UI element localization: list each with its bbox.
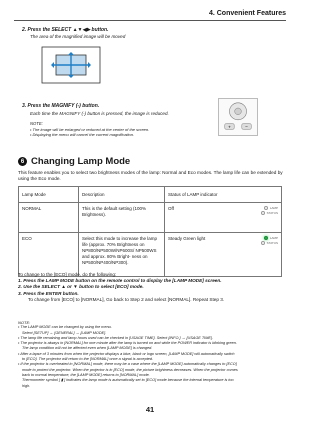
status-led-icon	[261, 241, 265, 245]
magnified-area-diagram	[34, 44, 108, 86]
lamp-led-icon	[264, 206, 268, 210]
note-item: The lamp condition will not be affected even when [LAMP MODE] is changed.	[22, 346, 153, 351]
step-2-title: 2. Press the SELECT ▲▼◀▶ button.	[22, 27, 109, 33]
magnify-plus-label: +	[228, 125, 231, 131]
procedure-block	[18, 272, 288, 303]
column-header: Lamp Mode	[19, 187, 79, 203]
procedure-step-2: 2. Use the SELECT ▲ or ▼ button to select [ECO] mode.	[18, 284, 144, 290]
procedure-step-3: 3. Press the ENTER button.	[18, 290, 79, 296]
lamp-mode-notes	[18, 320, 284, 389]
section-number-badge: 6	[18, 157, 27, 166]
note-item: • The projector is always in [NORMAL] for one minute after the lamp is turned on and while the POWER indicator is blinking green.	[18, 341, 237, 346]
note-item: • The image will be enlarged or reduced at the center of the screen.	[30, 126, 150, 132]
note-item: mode to protect the projector. When the projector is in [ECO] mode, the picture brightness decreases. When the projector comes	[22, 367, 238, 372]
description-cell: This is the default setting (100% Brightness).	[79, 203, 165, 233]
description-cell: Select this mode to increase the lamp life (approx. 70% Brightness on NP800/NP500W/NP600S/ NP500WS and approx. 80% Bright- ness on NP500/NP400/NP300).	[79, 233, 165, 277]
status-text: Steady Green light	[168, 235, 206, 241]
lamp-label: LAMP	[269, 205, 278, 210]
note-heading: NOTE:	[18, 320, 31, 325]
status-cell	[165, 233, 282, 277]
note-item: • The LAMP MODE can be changed by using the menu.	[18, 325, 112, 330]
status-led-icon	[261, 211, 265, 215]
status-cell	[165, 203, 282, 233]
note-item: • The lamp life remaining and lamp hours used can be checked in [USAGE TIME]. Select [INFO.] → [USAGE TIME].	[18, 335, 214, 340]
note-item: back to normal temperature, the [LAMP MODE] returns to [NORMAL] mode.	[22, 372, 150, 377]
table-row	[19, 233, 282, 277]
magnify-note	[30, 121, 200, 138]
step-2-description: The area of the magnified image will be moved	[30, 34, 126, 39]
page-number: 41	[145, 405, 155, 414]
lamp-indicator-green	[261, 236, 278, 245]
procedure-intro: To change to the [ECO] mode, do the following:	[18, 272, 117, 277]
note-item: to [ECO]. The projector will return to the [NORMAL] once a signal is accepted.	[22, 357, 154, 362]
note-item: high.	[22, 383, 31, 388]
status-text: Off	[168, 205, 174, 211]
section-heading	[18, 156, 130, 167]
note-item: Thermometer symbol [ ▮ ] indicates the lamp mode is automatically set to [ECO] mode because the internal temperature is too	[22, 378, 234, 383]
status-label: STATUS	[266, 240, 278, 245]
note-item: • Displaying the menu will cancel the current magnification.	[30, 132, 135, 138]
step-3-description: Each time the MAGNIFY (-) button is pressed, the image is reduced.	[30, 111, 169, 116]
lamp-mode-table	[18, 186, 282, 277]
section-title: Changing Lamp Mode	[31, 156, 131, 167]
note-item: Select [SETUP] → [GENERAL] → [LAMP MODE].	[22, 330, 107, 335]
table-row	[19, 203, 282, 233]
table-header-row	[19, 187, 282, 203]
note-item: • After a lapse of 3 minutes from when the projector displays a blue, black or logo screen, [LAMP MODE] will automatically switch	[18, 351, 235, 356]
section-intro: This feature enables you to select two brightness modes of the lamp: Normal and Eco modes. The lamp life can be extended by using the Eco mode.	[18, 170, 283, 182]
lamp-indicator-off	[261, 206, 278, 215]
note-heading: NOTE:	[30, 121, 43, 126]
lamp-led-icon	[264, 236, 268, 240]
status-label: STATUS	[266, 210, 278, 215]
step-3-title: 3. Press the MAGNIFY (-) button.	[22, 103, 100, 109]
note-item: • If the projector is overheated in [NORMAL] mode, there may be a case where the [LAMP MODE] automatically changes to [ECO]	[18, 362, 237, 367]
column-header: Status of LAMP indicator	[165, 187, 282, 203]
procedure-step-3-description: To change from [ECO] to [NORMAL], Go back to Step 2 and select [NORMAL]. Repeat Step 3.	[28, 296, 225, 302]
page-header-title: 4. Convenient Features	[208, 10, 286, 17]
magnify-minus-label: −	[245, 125, 248, 131]
header-rule	[14, 20, 286, 21]
procedure-step-1: 1. Press the LAMP MODE button on the remote control to display the [LAMP MODE] screen.	[18, 278, 222, 284]
lamp-label: LAMP	[269, 235, 278, 240]
lamp-mode-cell: NORMAL	[19, 203, 79, 233]
column-header: Description	[79, 187, 165, 203]
remote-control-illustration	[218, 98, 258, 136]
lamp-mode-cell: ECO	[19, 233, 79, 277]
